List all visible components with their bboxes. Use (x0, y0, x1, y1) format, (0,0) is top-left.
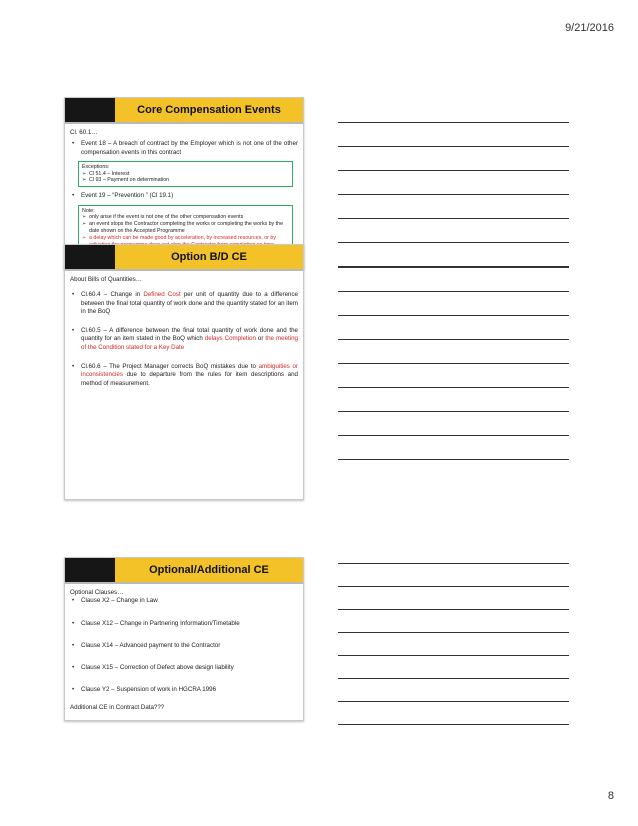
note-line (338, 459, 569, 460)
slide-header (65, 98, 303, 124)
slide-option-bd-ce (64, 244, 304, 500)
slide-title: Option B/D CE (115, 245, 303, 269)
slide-intro: Cl. 60.1… (70, 129, 98, 136)
slide-title: Optional/Additional CE (115, 558, 303, 582)
exception-item: ➢ Cl 93 – Payment on determination (82, 177, 289, 184)
note-line (338, 435, 569, 436)
note-line (338, 724, 569, 725)
note-heading: Note: (82, 207, 95, 214)
exceptions-heading: Exceptions: (82, 163, 110, 170)
list-item: • Clause X12 – Change in Partnering Information/Timetable (70, 620, 298, 628)
note-line (338, 315, 569, 316)
note-line (338, 242, 569, 243)
slide-title: Core Compensation Events (115, 98, 303, 122)
note-line (338, 655, 569, 656)
note-line (338, 411, 569, 412)
note-line (338, 632, 569, 633)
slide-optional-additional-ce (64, 557, 304, 721)
page-number: 8 (607, 790, 614, 802)
note-line (338, 267, 569, 268)
note-line (338, 291, 569, 292)
exception-item: ➢ Cl 51.4 – Interest (82, 171, 289, 178)
note-line (338, 339, 569, 340)
note-item: ➢ a delay which can be made good by acceleration, by increased resources, or by (82, 235, 289, 249)
bullet-event-18: • Event 18 – A breach of contract by the Employer which is not one of the other compensation events in this contract (70, 140, 298, 157)
slide-header (65, 558, 303, 584)
note-line (338, 218, 569, 219)
highlight-text: ambiguities or inconsistencies (81, 363, 298, 379)
bullet-text: Cl.60.5 – A difference between the final total quantity of work done and the quantity for an item stated in the BoQ which (81, 327, 298, 343)
note-line (338, 586, 569, 587)
bullet-event-19: • Event 19 – “Prevention ” (Cl 19.1) (70, 192, 298, 200)
bullet-text: or (255, 335, 266, 343)
list-item: • Clause X2 – Change in Law (70, 597, 298, 605)
slide-intro: About Bills of Quantities… (70, 276, 142, 283)
slide-body (65, 271, 303, 388)
bullet-text: Cl.60.6 – The Project Manager corrects BoQ mistakes due to (81, 363, 259, 371)
print-date: 9/21/2016 (565, 22, 614, 34)
bullet-text: Cl.60.4 – Change in (81, 291, 144, 299)
slide-body (65, 584, 303, 712)
slide-outro: Additional CE in Contract Data??? (70, 703, 165, 711)
highlight-text: delays Completion (204, 335, 256, 343)
exceptions-box (78, 161, 293, 187)
highlight-text: Defined Cost (143, 291, 181, 299)
bullet-cl-60-6 (70, 363, 298, 388)
bullet-cl-60-4 (70, 291, 298, 316)
note-item: ➢ only arise if the event is not one of the other compensation events (82, 214, 289, 221)
bullet-text: per unit of quantity due to a difference between the final total quantity of work done and the quantity stated for an item in the BoQ (81, 291, 298, 315)
note-line (338, 678, 569, 679)
note-line (338, 701, 569, 702)
note-line (338, 146, 569, 147)
note-line (338, 563, 569, 564)
note-line (338, 170, 569, 171)
note-item: ➢ an event stops the Contractor completing the works or completing the works by the date shown on the Accepted Programme (82, 221, 289, 235)
highlight-text: the meeting of the Condition stated for a Key Date (81, 335, 298, 351)
note-line (338, 609, 569, 610)
list-item: • Clause X14 – Advanced payment to the Contractor (70, 642, 298, 650)
list-item: • Clause X15 – Correction of Defect above design liability (70, 664, 298, 672)
slide-header (65, 245, 303, 271)
note-line (338, 194, 569, 195)
list-item: • Clause Y2 – Suspension of work in HGCRA 1996 (70, 686, 298, 694)
slide-intro: Optional Clauses… (70, 589, 124, 596)
note-line (338, 387, 569, 388)
slide-body (65, 124, 303, 251)
bullet-cl-60-5 (70, 327, 298, 352)
bullet-text: due to departure from the rules for item descriptions and method of measurement. (81, 371, 298, 387)
note-line (338, 363, 569, 364)
note-line (338, 122, 569, 123)
